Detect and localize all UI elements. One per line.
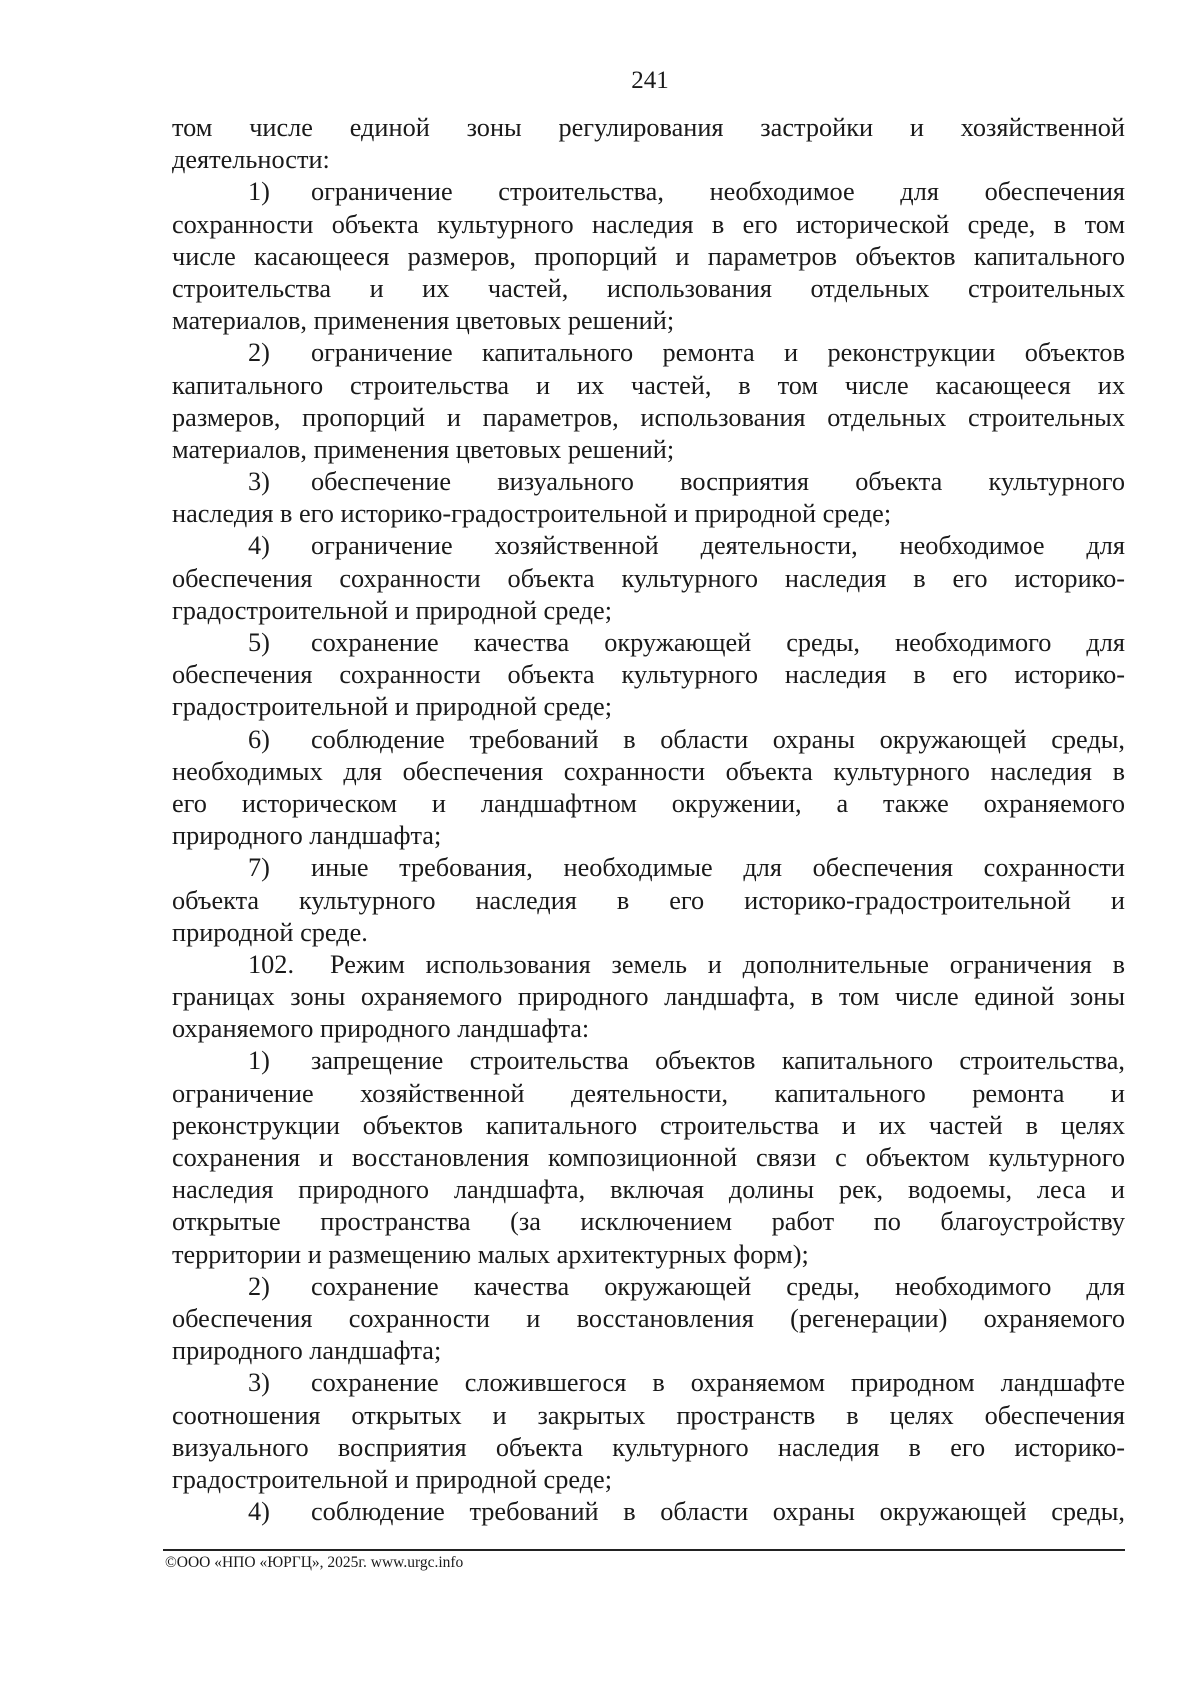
list-item-first-line	[172, 176, 1125, 208]
paragraph-10	[172, 1045, 1125, 1270]
text-line: сохранение качества окружающей среды, необходимого для	[311, 1271, 1125, 1301]
text-line: обеспечения сохранности и восстановления (регенерации) охраняемого	[172, 1303, 1125, 1333]
text-line: ограничение хозяйственной деятельности, капитального ремонта и	[172, 1078, 1125, 1108]
list-item-first-line	[172, 852, 1125, 884]
list-item-number: 3)	[248, 1368, 270, 1398]
paragraph-4	[172, 466, 1125, 530]
text-line: градостроительной и природной среде;	[172, 595, 613, 625]
paragraph-1	[172, 112, 1125, 176]
text-line: Режим использования земель и дополнительные ограничения в	[330, 949, 1125, 979]
list-item-first-line	[172, 1045, 1125, 1077]
text-line: природной среде.	[172, 917, 368, 947]
text-line: градостроительной и природной среде;	[172, 692, 613, 722]
text-line: соблюдение требований в области охраны окружающей среды,	[311, 1497, 1125, 1527]
document-body	[172, 112, 1125, 1528]
text-line: сохранение сложившегося в охраняемом природном ландшафте	[311, 1368, 1125, 1398]
text-line: обеспечение визуального восприятия объекта культурного	[311, 467, 1125, 497]
text-line: строительства и их частей, использования отдельных строительных	[172, 273, 1125, 303]
text-line: сохранения и восстановления композиционной связи с объектом культурного	[172, 1143, 1125, 1172]
list-item-number: 7)	[248, 853, 270, 883]
text-line: соблюдение требований в области охраны окружающей среды,	[311, 724, 1125, 754]
text-line: градостроительной и природной среде;	[172, 1464, 613, 1494]
text-line: реконструкции объектов капитального строительства и их частей в целях	[172, 1110, 1125, 1140]
text-line: материалов, применения цветовых решений;	[172, 306, 675, 336]
text-line: сохранение качества окружающей среды, необходимого для	[311, 628, 1125, 657]
text-line: соотношения открытых и закрытых пространств в целях обеспечения	[172, 1400, 1125, 1430]
paragraph-7	[172, 724, 1125, 853]
footer-divider	[163, 1549, 1125, 1551]
list-item-first-line	[172, 1367, 1125, 1399]
text-line: обеспечения сохранности объекта культурного наследия в его историко-	[172, 563, 1125, 593]
page-number-text: 241	[631, 67, 669, 94]
text-line: ограничение строительства, необходимое для обеспечения	[311, 177, 1125, 207]
list-item-first-line	[172, 1271, 1125, 1303]
page-number	[0, 66, 1200, 96]
text-line: капитального строительства и их частей, в том числе касающееся их	[172, 370, 1125, 400]
text-line: деятельности:	[172, 145, 330, 175]
list-item-first-line	[172, 337, 1125, 369]
text-line: ограничение капитального ремонта и реконструкции объектов	[311, 338, 1125, 368]
paragraph-13	[172, 1496, 1125, 1528]
text-line: материалов, применения цветовых решений;	[172, 434, 675, 464]
list-item-number: 1)	[248, 177, 270, 207]
text-line: том числе единой зоны регулирования застройки и хозяйственной	[172, 113, 1125, 142]
text-line: объекта культурного наследия в его историко-градостроительной и	[172, 885, 1125, 915]
text-line: наследия в его историко-градостроительной и природной среде;	[172, 499, 892, 529]
text-line: территории и размещению малых архитектурных форм);	[172, 1239, 809, 1269]
list-item-first-line	[172, 627, 1125, 659]
paragraph-6	[172, 627, 1125, 724]
paragraph-11	[172, 1271, 1125, 1368]
list-item-number: 2)	[248, 338, 270, 368]
paragraph-12	[172, 1367, 1125, 1496]
list-item-first-line	[172, 530, 1125, 562]
text-line: охраняемого природного ландшафта:	[172, 1014, 590, 1044]
text-line: визуального восприятия объекта культурного наследия в его историко-	[172, 1432, 1125, 1462]
section-number: 102.	[248, 949, 295, 979]
list-item-first-line	[172, 466, 1125, 498]
text-line: ограничение хозяйственной деятельности, необходимое для	[311, 531, 1125, 561]
text-line: числе касающееся размеров, пропорций и параметров объектов капитального	[172, 241, 1125, 271]
list-item-number: 6)	[248, 724, 270, 754]
list-item-first-line	[172, 1496, 1125, 1528]
text-line: природного ландшафта;	[172, 1336, 442, 1366]
paragraph-3	[172, 337, 1125, 466]
list-item-number: 2)	[248, 1271, 270, 1301]
list-item-number: 1)	[248, 1046, 270, 1076]
text-line: наследия природного ландшафта, включая долины рек, водоемы, леса и	[172, 1175, 1125, 1205]
list-item-number: 3)	[248, 467, 270, 497]
text-line: его историческом и ландшафтном окружении, а также охраняемого	[172, 788, 1125, 818]
text-line: природного ландшафта;	[172, 821, 442, 851]
text-line: запрещение строительства объектов капитального строительства,	[311, 1046, 1125, 1076]
list-item-number: 4)	[248, 531, 270, 561]
paragraph-8	[172, 852, 1125, 949]
text-line: границах зоны охраняемого природного ландшафта, в том числе единой зоны	[172, 982, 1125, 1012]
footer-copyright: ©ООО «НПО «ЮРГЦ», 2025г. www.urgc.info	[165, 1554, 464, 1571]
paragraph-5	[172, 530, 1125, 627]
text-line: иные требования, необходимые для обеспечения сохранности	[311, 853, 1125, 883]
list-item-number: 5)	[248, 628, 270, 657]
text-line: обеспечения сохранности объекта культурного наследия в его историко-	[172, 660, 1125, 690]
text-line: размеров, пропорций и параметров, использования отдельных строительных	[172, 402, 1125, 432]
section-first-line	[172, 949, 1125, 981]
list-item-number: 4)	[248, 1497, 270, 1527]
text-line: сохранности объекта культурного наследия в его исторической среде, в том	[172, 209, 1125, 239]
text-line: открытые пространства (за исключением работ по благоустройству	[172, 1207, 1125, 1237]
paragraph-9	[172, 949, 1125, 1046]
text-line: необходимых для обеспечения сохранности объекта культурного наследия в	[172, 756, 1125, 786]
paragraph-2	[172, 176, 1125, 337]
list-item-first-line	[172, 724, 1125, 756]
